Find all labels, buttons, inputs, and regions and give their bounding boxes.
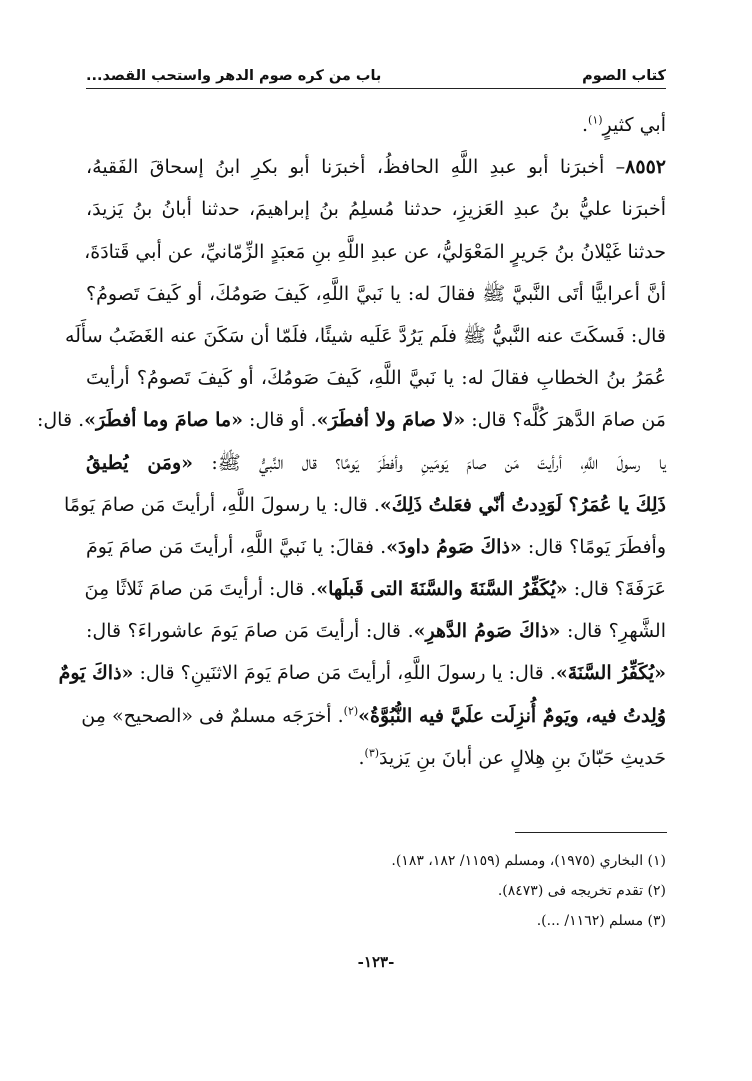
prophet-quote: «ذاكَ يَومٌ — [58, 662, 134, 685]
hadith-number: ٨٥٥٢ — [625, 156, 666, 179]
header-chapter-title: باب من كره صوم الدهر واستحب القصد... — [86, 68, 382, 84]
header-rule — [86, 88, 666, 89]
prophet-quote: «ما صامَ وما أفطَرَ» — [84, 409, 243, 432]
text-line-16: حَديثِ حَبّانَ بنِ هِلالٍ عن أبانَ بنِ يَزيدَ$^{(٣)}$. — [358, 746, 666, 769]
text-line-10: ذَلِكَ يا عُمَرُ؟ لَوَدِدتُ أنّي فعَلتُ ذَلِكَ». قال: يا رسولَ اللَّهِ، أرأيتَ مَن صامَ يَومًا — [63, 493, 666, 516]
footnote-1: (١) البخاري (١٩٧٥)، ومسلم (١١٥٩/ ١٨٢، ١٨٣). — [391, 853, 666, 869]
prophet-quote: «يُكَفِّرُ السَّنَةَ والسَّنَةَ التى قَبلَها» — [316, 578, 568, 601]
text-line-11: وأفطَرَ يَومًا؟ قال: «ذاكَ صَومُ داودَ». فقالَ: يا نَبيَّ اللَّهِ، أرأيتَ مَن صامَ يَومَ — [86, 535, 667, 558]
footnote-ref-1: (١) — [588, 113, 603, 127]
footnote-rule — [515, 832, 667, 833]
prophet-quote: وُلِدتُ فيه، ويَومٌ أُنزِلَت علَيَّ فيه النُّبُوَّةُ» — [358, 704, 666, 727]
prophet-quote: «ومَن يُطيقُ — [86, 451, 194, 474]
page-number: -١٢٣- — [357, 953, 395, 971]
text-line-12: عَرَفَةَ؟ قال: «يُكَفِّرُ السَّنَةَ والسَّنَةَ التى قَبلَها». قال: أرأيتَ مَن صامَ ثَلاثًا مِنَ — [84, 578, 666, 601]
footnote-3: (٣) مسلم (١١٦٢/ ...). — [536, 913, 666, 929]
text-line-15: وُلِدتُ فيه، ويَومٌ أُنزِلَت علَيَّ فيه النُّبُوَّةُ»$^{(٢)}$. أخرَجَه مسلمٌ فى «الصحيح» مِن — [81, 704, 666, 727]
footnotes — [86, 846, 666, 936]
text-line-14: «يُكَفِّرُ السَّنَةَ». قال: يا رسولَ اللَّهِ، أرأيتَ مَن صامَ يَومَ الاثنَينِ؟ قال: «ذاكَ يَومٌ — [58, 662, 666, 685]
footnote-ref-3: (٣) — [364, 746, 380, 760]
text-line-13: الشَّهرِ؟ قال: «ذاكَ صَومُ الدَّهرِ». قال: أرأيتَ مَن صامَ يَومَ عاشوراءَ؟ قال: — [86, 620, 666, 643]
running-header — [86, 58, 666, 84]
prophet-quote: «ذاكَ صَومُ الدَّهرِ» — [413, 620, 561, 643]
footnote-ref-2: (٢) — [343, 704, 359, 718]
text-line-5: أنَّ أعرابيًّا أتَى النَّبيَّ ﷺ فقالَ له: يا نَبيَّ اللَّهِ، كَيفَ صَومُكَ، أو كَيفَ تَصومُ؟ — [86, 282, 666, 305]
text-line-1: أبي كثيرٍ$^{(١)}$. — [581, 113, 666, 136]
header-book-title: كتاب الصوم — [582, 68, 666, 84]
text-line-9: يا رسولَ اللَّهِ، أرأيتَ مَن صامَ يَومَينِ وأفطَرَ يَومًا؟ قال النَّبيُّ ﷺ: «ومَن يُطيقُ — [86, 451, 667, 474]
footnote-2: (٢) تقدم تخريجه فى (٨٤٧٣). — [497, 883, 666, 899]
text-line-6: قال: فَسكَتَ عنه النَّبيُّ ﷺ فلَم يَرُدَّ عَلَيه شيئًا، فلَمّا أن سَكَنَ عنه الغَضَبُ سأَلَه — [64, 324, 666, 347]
main-text — [36, 104, 667, 779]
text-line-7: عُمَرُ بنُ الخطابِ فقالَ له: يا نَبيَّ اللَّهِ، كَيفَ صَومُكَ، أو كَيفَ تَصومُ؟ أرأيتَ — [86, 367, 666, 390]
prophet-quote: «يُكَفِّرُ السَّنَةَ» — [555, 662, 666, 685]
text-line-2: ٨٥٥٢– أخبرَنا أبو عبدِ اللَّهِ الحافظُ، أخبرَنا أبو بكرِ ابنُ إسحاقَ الفَقيهُ، — [86, 156, 666, 179]
text-line-4: حدثنا غَيْلانُ بنُ جَريرٍ المَعْوَليُّ، عن عبدِ اللَّهِ بنِ مَعبَدٍ الزِّمّانيِّ، عن أبي قَتادَةَ، — [84, 240, 666, 263]
prophet-quote: «لا صامَ ولا أفطَرَ» — [316, 409, 466, 432]
text-line-3: أخبرَنا عليُّ بنُ عبدِ العَزيزِ، حدثنا مُسلِمُ بنُ إبراهيمَ، حدثنا أبانُ بنُ يَزيدَ، — [86, 198, 666, 221]
text-line-8: مَن صامَ الدَّهرَ كُلَّه؟ قال: «لا صامَ ولا أفطَرَ». أو قال: «ما صامَ وما أفطَرَ». قال: — [36, 409, 666, 432]
prophet-quote: ذَلِكَ يا عُمَرُ؟ لَوَدِدتُ أنّي فعَلتُ ذَلِكَ» — [379, 493, 666, 516]
prophet-quote: «ذاكَ صَومُ داودَ» — [386, 535, 522, 558]
